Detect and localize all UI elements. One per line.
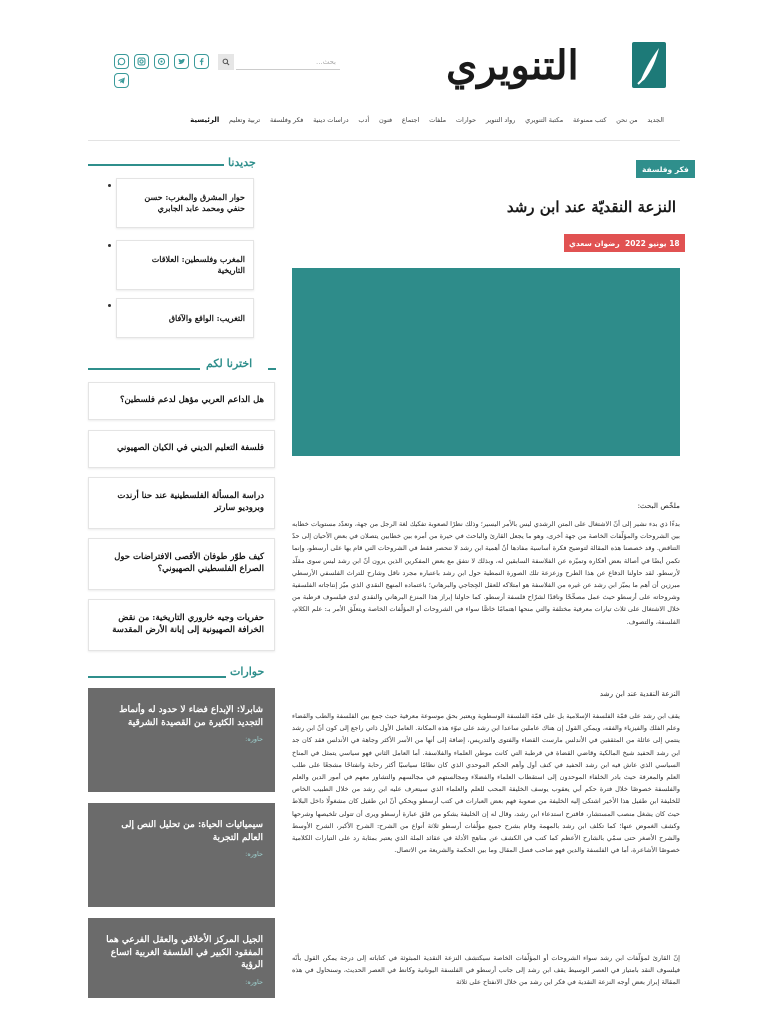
- picks-section-line: [88, 368, 200, 370]
- quill-icon: [632, 42, 666, 88]
- nav-item[interactable]: ملفات: [429, 116, 447, 124]
- article-title: النزعة النقديّة عند ابن رشد: [506, 198, 676, 216]
- telegram-icon[interactable]: [114, 73, 129, 88]
- article-date-badge: 18 يونيو 2022: [620, 234, 685, 252]
- recent-section-title: جديدنا: [228, 156, 256, 169]
- nav-item[interactable]: أدب: [358, 116, 370, 124]
- recent-item[interactable]: حوار المشرق والمغرب: حسن حنفي ومحمد عابد الجابري: [116, 178, 254, 228]
- nav-item[interactable]: الجديد: [647, 116, 664, 124]
- logo-text: التنويري: [446, 42, 579, 89]
- picks-item[interactable]: هل الداعم العربي مؤهل لدعم فلسطين؟: [88, 382, 275, 420]
- facebook-icon[interactable]: [194, 54, 209, 69]
- social-icons: [114, 54, 209, 69]
- bullet-icon: [108, 244, 111, 247]
- article-hero-image: [292, 268, 680, 456]
- bullet-icon: [108, 184, 111, 187]
- nav-item[interactable]: الرئيسية: [190, 116, 220, 124]
- main-nav: [190, 112, 664, 128]
- nav-item[interactable]: من نحن: [616, 116, 638, 124]
- nav-item[interactable]: مكتبة التنويري: [525, 116, 564, 124]
- picks-item[interactable]: حفريات وجيه خاروري التاريخية: من نقض الخرافة الصهيونية إلى إبانة الأرض المقدسة: [88, 599, 275, 651]
- instagram-icon[interactable]: [134, 54, 149, 69]
- picks-item[interactable]: دراسة المسألة الفلسطينية عند حنا أرندت وبروديو سارتر: [88, 477, 275, 529]
- dialog-card[interactable]: شابرلا: الإبداع فضاء لا حدود له وأنماط التجديد الكثيرة من القصيدة الشرقية حاوره:: [88, 688, 275, 792]
- nav-item[interactable]: اجتماع: [401, 116, 420, 124]
- nav-item[interactable]: دراسات دينية: [313, 116, 349, 124]
- recent-item[interactable]: التغريب: الواقع والآفاق: [116, 298, 254, 338]
- bullet-icon: [108, 304, 111, 307]
- abstract-heading: ملخّص البحث:: [637, 501, 680, 510]
- soundcloud-icon[interactable]: [154, 54, 169, 69]
- whatsapp-icon[interactable]: [114, 54, 129, 69]
- dialog-card[interactable]: الجيل المركز الأخلاقي والعقل الفرعي هما المفقود الكبير في الفلسفة الغربية اتساع الرؤية حاوره:: [88, 918, 275, 998]
- abstract-text: بدءًا ذي بدء نشير إلى أنّ الاشتغال على المتن الرشدي ليس بالأمر اليسير؛ وذلك نظرًا لصعوبة تفكيك لغة الرجل من جهة، وتعدّد مستويات خطابه بين الشروحات والمؤلّفات الخاصة من جهة أخرى، وهو ما يجعل القارئ والباحث في حيرة من أمره بين خطابين يتصلان في بعض الأحيان إلى حدّ التناقض. وقد خصصنا هذه المقالة لتوضيح فكرة أساسية مفادها أنّ أهمية ابن رشد لا تنحصر فقط في الشروحات التي قام بها على أرسطو، وإنما تكمن أيضًا في أصالة بعض أفكاره وتميّزه عن الفلاسفة السابقين له، وبذلك لا نتفق مع بعض المفكرين الذين يرون أنّ ابن رشد ليس سوى مقلّد لأرسطو. لقد حاولنا الدفاع عن هذا الطرح وزعزعة تلك الصورة النمطية حول ابن رشد باعتباره مجرد ناقل وشارح للتراث الفلسفي الأرسطي مبرزين أن أهم ما يميّز ابن رشد عن غيره من الفلاسفة هو امتلاكه للعقل الحِجاجي والبرهاني؛ باعتماده المنهج النقدي الذي ميّز إنتاجاته الفلسفية وشروحاته على أرسطو حيث عمل مصحِّحًا وناقدًا لشرّاح فلسفة أرسطو. كما حاولنا إبراز هذا المنزع البرهاني والنقدي لدى فيلسوف قرطبة من خلال الاشتغال على ثلاث تيارات معرفية مختلفة والتي منحها اهتمامًا خاصًّا سواء في الشروحات أو المؤلّفات الخاصة ويتعلّق الأمر بـ: علم الكلام، الفلسفة، والتصوف.: [292, 520, 680, 626]
- category-badge[interactable]: فكر وفلسفة: [636, 160, 695, 178]
- recent-item[interactable]: المغرب وفلسطين: العلاقات التاريخية: [116, 240, 254, 290]
- nav-divider: [88, 140, 680, 141]
- nav-item[interactable]: حوارات: [455, 116, 477, 124]
- nav-item[interactable]: فنون: [378, 116, 393, 124]
- article-paragraph: إنّ القارئ لمؤلّفات ابن رشد سواء الشروحات أو المؤلّفات الخاصة سيكتشف النزعة النقدية المبثوثة في كتاباته إلى درجة يمكن القول بأنّه فيلسوف النقد بامتياز في العصر الوسيط يقف ابن رشد إلى جانب أرسطو في الفلسفة اليونانية وكانط في العصر الحديث، وسنحاول في هذه المقالة إبراز بعض أوجه النزعة النقدية في فكر ابن رشد من خلال الانفتاح على ثلاثة: [292, 954, 680, 987]
- social-icons-row-2: [114, 73, 129, 88]
- picks-item[interactable]: فلسفة التعليم الديني في الكيان الصهيوني: [88, 430, 275, 468]
- search-icon: [222, 58, 230, 66]
- nav-item[interactable]: تربية وتعليم: [228, 116, 261, 124]
- recent-section-line: [88, 164, 224, 166]
- article-paragraph: يقف ابن رشد على قمّة الفلسفة الإسلامية بل على قمّة الفلسفة الوسطوية ويعتبر بحق موسوعة معرفية حيث جمع بين الفلسفة والطب والقضاء وعلم الفلك والفيزياء والفقه، ويمكن القول إن هناك عاملين ساعدا ابن رشد على تبوّء هذه المكانة. العامل الأول ذاتي راجع إلى كون أنّ ابن رشد ينتمي إلى عائلة من المثقفين في الأندلس مارست القضاء والفتوى والتدريس، إضافة إلى أنها من الأسر الأكثر وجاهة في الأندلس فقد كان جد ابن رشد الحفيد شيخ المالكية وقاضي القضاة في قرطبة التي كانت موطن العلماء والفلاسفة. أما العامل الثاني فهو سياسي يتمثل في المناخ السياسي الذي عاش فيه ابن رشد الحفيد في كنف أول وأهم الحكم الموحدي الذي كان نظامًا سياسيًا أكثر رحابة وانفتاحًا مشجعًا على طلب العلم والمعرفة حيث بادر الخلفاء الموحدون إلى استقطاب العلماء والفضلاء ومجالستهم في مجالسهم والتشاور معهم في أمور الدين والعلم والفلسفة خصوصًا خلال فترة حكم أبي يعقوب يوسف الخليفة المحب للعلم والعلماء الذي سيتعرف عليه ابن رشد من خلال الطبيب الخاص للخليفة ابن طفيل هذا الأخير اشتكى إليه الخليفة من صعوبة فهم بعض العبارات في كتب أرسطو ويحكي أنّ ابن طفيل كان مشغولًا داخل البلاط حيث كان يشغل منصب المستشار، فاقترح استدعاء ابن رشد، وقال له إن الخليفة يشكو من قلق عبارة أرسطو ويرى أن تتولى تلخيصها وشرحها وكشف الغموض عنها؛ كما تكلف ابن رشد بالمهمة وقام بشرح جميع مؤلّفات أرسطو ثلاثة أنواع من الشرح: الشرح الأكبر، الشرح الأوسط والشرح الأصغر حتى سمّي بالشارح الأعظم كما كتب في الكشف عن مناهج الأدلة في عقائد الملة الذي يعتبر بمثابة رد على التيارات الكلامية خصوصًا الأشاعرة، أما في الفلسفة والدين فهو صاحب فصل المقال وما بين الحكمة والشريعة من الاتصال.: [292, 712, 680, 855]
- section-heading: النزعة النقدية عند ابن رشد: [599, 689, 680, 698]
- site-logo[interactable]: [446, 40, 666, 92]
- search-button[interactable]: [218, 54, 234, 70]
- picks-section-title: اخترنا لكم: [206, 357, 253, 370]
- twitter-icon[interactable]: [174, 54, 189, 69]
- dialogs-section-title: حوارات: [230, 665, 265, 678]
- article-author-badge[interactable]: رضوان سعدي: [564, 234, 625, 252]
- nav-item[interactable]: رواد التنوير: [485, 116, 516, 124]
- dialogs-section-line: [88, 676, 226, 678]
- dialog-card[interactable]: سيميائيات الحياة: من تحليل النص إلى العالم التجربة حاوره:: [88, 803, 275, 907]
- nav-item[interactable]: كتب ممنوعة: [572, 116, 607, 124]
- picks-item[interactable]: كيف طوّر طوفان الأقصى الافتراضات حول الصراع الفلسطيني الصهيوني؟: [88, 538, 275, 590]
- nav-item[interactable]: فكر وفلسفة: [269, 116, 304, 124]
- picks-section-line-end: [268, 368, 276, 370]
- search-input[interactable]: [236, 54, 340, 70]
